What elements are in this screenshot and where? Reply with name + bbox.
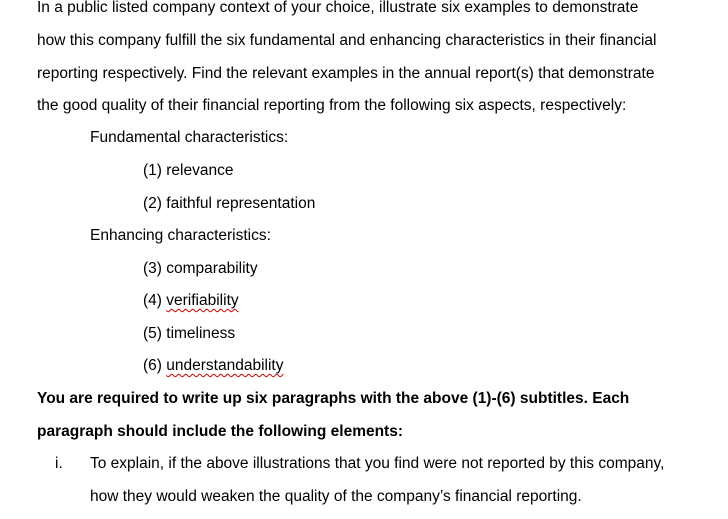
- item-text: faithful representation: [166, 195, 316, 212]
- element-line-2: how they would weaken the quality of the company’s financial reporting.: [90, 488, 582, 505]
- item-number: (5): [143, 325, 162, 342]
- item-number: (4): [143, 292, 162, 309]
- item-number: (3): [143, 260, 162, 277]
- list-item: [143, 161, 233, 181]
- item-text: relevance: [166, 162, 234, 179]
- requirement-line-1: You are required to write up six paragraphs with the above (1)-(6) subtitles. Each: [37, 390, 630, 407]
- intro-line-4: the good quality of their financial reporting from the following six aspects, respectively:: [37, 97, 627, 114]
- intro-line-2: how this company fulfill the six fundamental and enhancing characteristics in their financial: [37, 32, 657, 49]
- list-marker: i.: [55, 455, 63, 472]
- enhancing-heading: Enhancing characteristics:: [90, 227, 271, 244]
- item-number: (1): [143, 162, 162, 179]
- list-item: [143, 291, 239, 311]
- list-item: [143, 324, 235, 344]
- item-text: comparability: [166, 260, 258, 277]
- item-number: (2): [143, 195, 162, 212]
- list-item: [143, 356, 283, 376]
- element-line-1: To explain, if the above illustrations that you find were not reported by this company,: [90, 455, 665, 472]
- item-text-spellcheck[interactable]: understandability: [166, 357, 284, 374]
- item-text-spellcheck[interactable]: verifiability: [166, 292, 239, 309]
- fundamental-heading: Fundamental characteristics:: [90, 129, 289, 146]
- list-item: [143, 259, 258, 279]
- item-number: (6): [143, 357, 162, 374]
- intro-line-3: reporting respectively. Find the relevant examples in the annual report(s) that demonstrate: [37, 65, 655, 82]
- requirement-line-2: paragraph should include the following elements:: [37, 423, 404, 440]
- intro-line-1: In a public listed company context of your choice, illustrate six examples to demonstrate: [37, 0, 639, 16]
- item-text: timeliness: [166, 325, 236, 342]
- list-item: [143, 194, 315, 214]
